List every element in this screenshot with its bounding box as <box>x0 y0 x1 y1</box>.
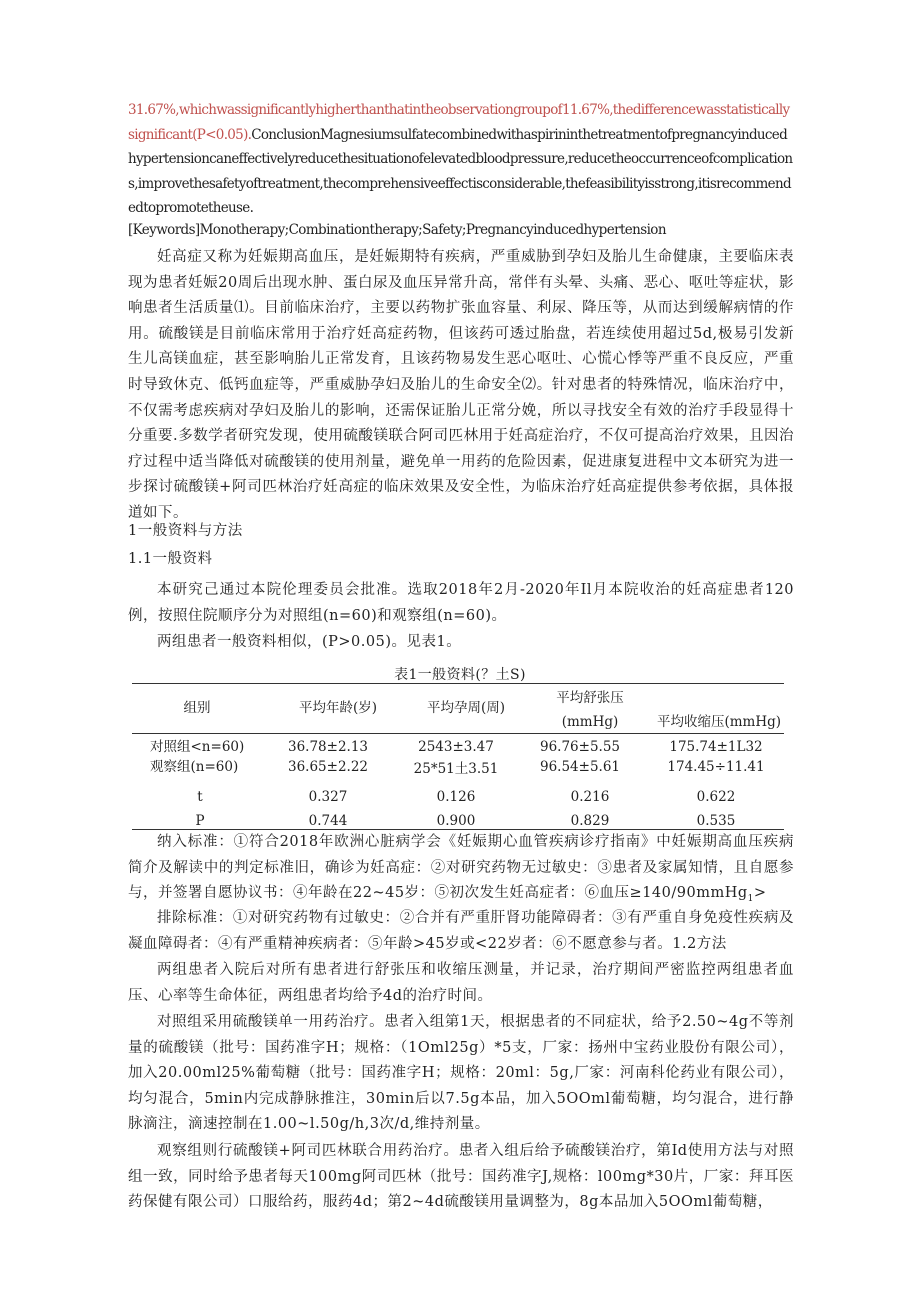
row-t-systolic: 0.622 <box>696 789 736 805</box>
inclusion-criteria-text: 纳入标准：①符合2018年欧洲心脏病学会《妊娠期心血管疾病诊疗指南》中妊娠期高血压疾病简介及解读中的判定标准旧，确诊为妊高症：②对研究药物无过敏史：③患者及家属知情，且自愿参与，并签署自愿协议书：④年龄在22~45岁：⑤初次发生妊高症者：⑥血压≥140∕90mmHg <box>128 834 794 902</box>
inclusion-subscript: 1 <box>747 894 754 905</box>
ethics-paragraph: 本研究己通过本院伦理委员会批准。选取2018年2月-2020年Il月本院收治的妊高症患者120例，按照住院顺序分为对照组(n=60)和观察组(n=60)。 <box>128 582 794 624</box>
row-p-diastolic: 0.829 <box>570 813 610 829</box>
similarity-paragraph: 两组患者一般资料相似，(P>0.05)。见表1。 <box>157 634 462 650</box>
control-group-paragraph: 对照组采用硫酸镁单一用药治疗。患者入组第1天，根据患者的不同症状，给予2.50~4g不等剂量的硫酸镁（批号：国药准字H；规格：（1Oml25g）*5支，厂家：扬州中宝药业股份有限公司），加入20.00ml25%葡萄糖（批号：国药准字H；规格：20ml：5g,厂家：河南科伦药业有限公司），均匀混合，5min内完成静脉推注，30min后以7.5g本品，加入5OOml葡萄糖，均匀混合，进行静脉滴注，滴速控制在1.00~l.50g∕h,3次/d,维持剂量。 <box>128 1014 794 1133</box>
row-p-systolic: 0.535 <box>696 813 736 829</box>
row-t-label: t <box>197 789 203 805</box>
row-observation-group: 观察组(n=60) <box>150 759 239 775</box>
header-group: 组别 <box>183 700 211 716</box>
row-p-label: P <box>195 813 205 829</box>
abstract-conclusion-text: ConclusionMagnesiumsulfatecombinedwithaspirininthetreatmentofpregnancyinducedhypertensioncaneffectivelyreducethesituationofelevatedbloodpressure,reducetheoccurrenceofcomplications,improvethesafetyoftreatment,thecomprehensiveeffectisconsiderable,thefeasibilityisstrong,itisrecommendedtopromotetheuse. <box>128 126 793 216</box>
row-p-age: 0.744 <box>308 813 348 829</box>
section-heading-1: 1一般资料与方法 <box>128 523 243 539</box>
abstract-block <box>128 98 793 221</box>
keywords: [Keywords]Monotherapy;Combinationtherapy;Safety;Pregnancyinducedhypertension <box>128 222 666 238</box>
header-diastolic: 平均舒张压 <box>556 690 624 706</box>
row-control-group: 对照组<n=60) <box>150 739 245 755</box>
row-t-diastolic: 0.216 <box>570 789 610 805</box>
inclusion-end: > <box>753 885 767 902</box>
inclusion-criteria-paragraph <box>128 830 794 913</box>
table-caption: 表1一般资料(？土S) <box>394 667 526 683</box>
row-control-diastolic: 96.76±5.55 <box>539 739 621 755</box>
row-t-gestation: 0.126 <box>436 789 476 805</box>
row-observation-systolic: 174.45÷11.41 <box>667 759 765 775</box>
header-systolic: 平均收缩压(mmHg) <box>656 714 782 730</box>
intro-paragraph: 妊高症又称为妊娠期高血压，是妊娠期特有疾病，严重威胁到孕妇及胎儿生命健康，主要临床表现为患者妊娠20周后出现水肿、蛋白尿及血压异常升高，常伴有头晕、头痛、恶心、呕吐等症状，影响患者生活质量⑴。目前临床治疗，主要以药物扩张血容量、利尿、降压等，从而达到缓解病情的作用。硫酸镁是目前临床常用于治疗妊高症药物，但该药可透过胎盘，若连续使用超过5d,极易引发新生儿高镁血症，甚至影响胎儿正常发育，且该药物易发生恶心呕吐、心慌心悸等严重不良反应，严重时导致休克、低钙血症等，严重威胁孕妇及胎儿的生命安全⑵。针对患者的特殊情况，临床治疗中，不仅需考虑疾病对孕妇及胎儿的影响，还需保证胎儿正常分娩，所以寻找安全有效的治疗手段显得十分重要.多数学者研究发现，使用硫酸镁联合阿司匹林用于妊高症治疗，不仅可提高治疗效果，且因治疗过程中适当降低对硫酸镁的使用剂量，避免单一用药的危险因素，促进康复进程中文本研究为进一步探讨硫酸镁+阿司匹林治疗妊高症的临床效果及安全性，为临床治疗妊高症提供参考依据，具体报道如下。 <box>128 249 794 521</box>
abstract-result-text: 31.67%,whichwassignificantlyhigherthanthatintheobservationgroupof11.67%,thedifferencewasstatistically <box>128 102 790 118</box>
row-control-age: 36.78±2.13 <box>287 739 369 755</box>
row-p-gestation: 0.900 <box>436 813 476 829</box>
header-gestation: 平均孕周(周) <box>426 700 506 716</box>
row-control-systolic: 175.74±1L32 <box>669 739 763 755</box>
header-diastolic-unit: (mmHg) <box>561 714 619 730</box>
section-heading-1-1: 1.1一般资料 <box>128 551 213 567</box>
row-control-gestation: 2543±3.47 <box>418 739 494 755</box>
methods-paragraph: 两组患者入院后对所有患者进行舒张压和收缩压测量，并记录，治疗期间严密监控两组患者血压、心率等生命体征，两组患者均给予4d的治疗时间。 <box>128 962 794 1004</box>
abstract-significance-text: significant(P<0.05). <box>128 126 252 143</box>
table-top-rule <box>132 683 784 684</box>
row-observation-gestation: 25*51土3.51 <box>413 761 499 777</box>
row-t-age: 0.327 <box>308 789 348 805</box>
exclusion-criteria-paragraph: 排除标准：①对研究药物有过敏史：②合并有严重肝肾功能障碍者：③有严重自身免疫性疾病及凝血障碍者：④有严重精神疾病者：⑤年龄>45岁或<22岁者：⑥不愿意参与者。1.2方法 <box>128 910 794 952</box>
table-header-rule <box>132 733 784 734</box>
observation-group-paragraph: 观察组则行硫酸镁+阿司匹林联合用药治疗。患者入组后给予硫酸镁治疗，第Id使用方法与对照组一致，同时给予患者每天100mg阿司匹林（批号：国药准字J,规格：l00mg*30片，厂家：拜耳医药保健有限公司）口服给药，服药4d；第2~4d硫酸镁用量调整为，8g本品加入5OOml葡萄糖， <box>128 1143 794 1211</box>
header-age: 平均年龄(岁) <box>298 700 378 716</box>
row-observation-age: 36.65±2.22 <box>287 759 369 775</box>
row-observation-diastolic: 96.54±5.61 <box>539 759 621 775</box>
